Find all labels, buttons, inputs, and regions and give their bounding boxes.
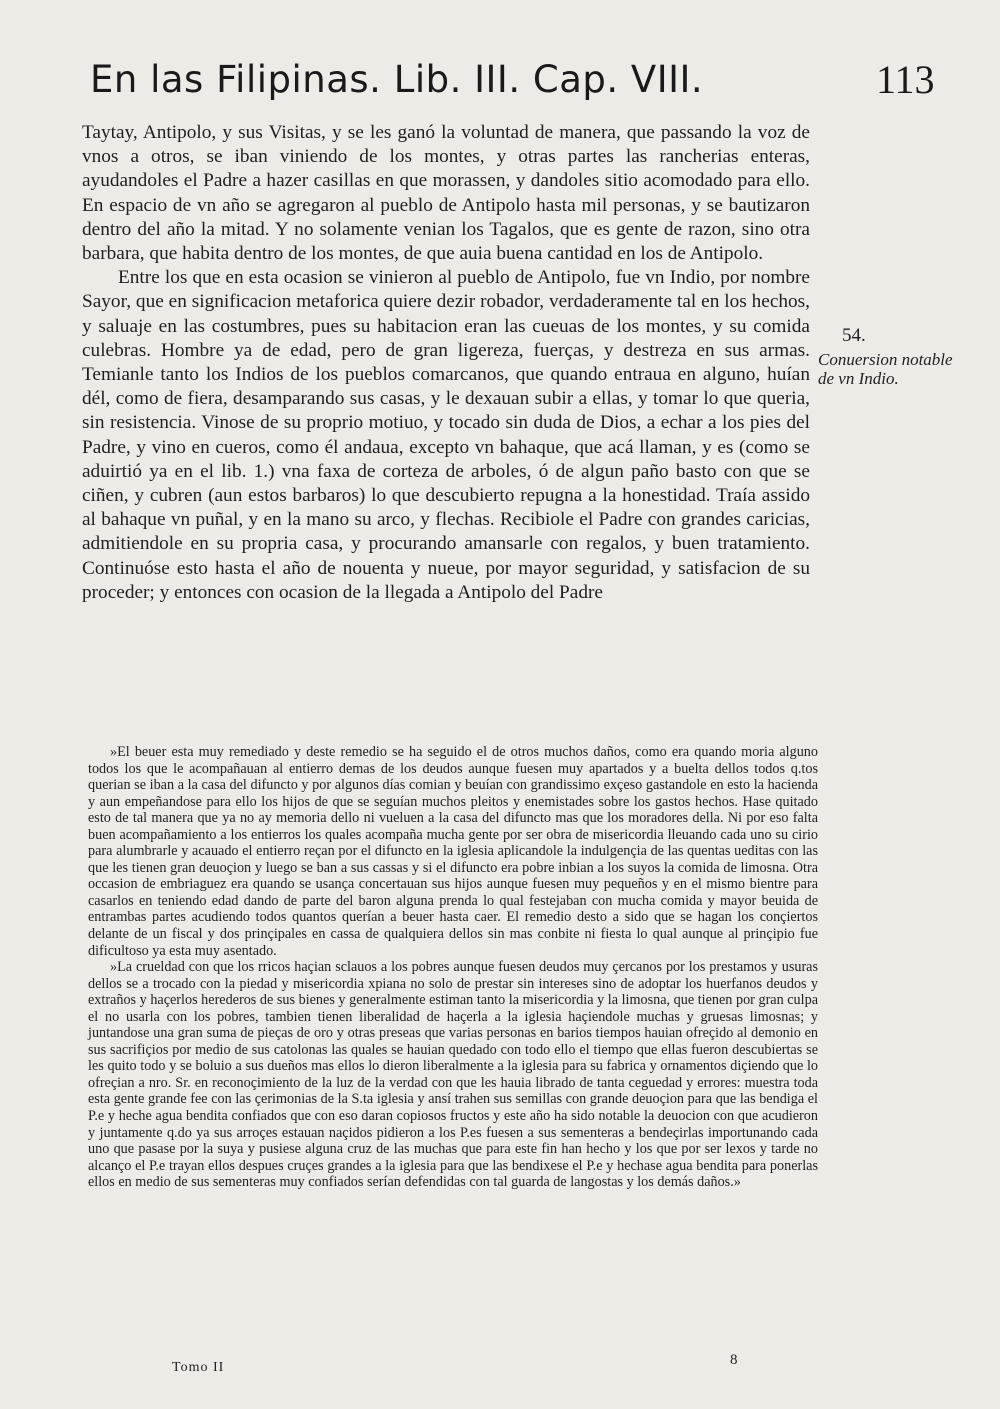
footnote — [88, 744, 818, 1191]
footnote-paragraph: »La crueldad con que los rricos haçian sclauos a los pobres aunque fuesen deudos muy çercanos por los prestamos y usuras dellos se a trocado con la piedad y misericordia xpiana no solo de prestar sin intereses sino de adoptar los huerfanos deudos y extraños y haçerlos herederos de sus bienes y generalmente estiman tanto la misericordia y la limosna, que tienen por gran culpa el no usarla con los pobres, tambien tienen liberalidad de haçerla a la iglesia haçiendole muchas y gruesas limosnas; y juntandose una gran suma de pieças de oro y otras preseas que varias personas en barios tiempos hauian ofreçido al demonio en sus sacrifiçios por medio de sus catolonas las quales se hauian quedado con todo ello el tiempo que ellas fueron descubiertas se les quito todo y se boluio a sus dueños mas ellos lo dieron liberalmente a la iglesia para su fabrica y ornamentos diçiendo que lo ofreçian a nro. Sr. en reconoçimiento de la luz de la verdad con que les hauia librado de tanta ceguedad y errores: muestra toda esta gente grande fee con las çerimonias de la S.ta iglesia y ansí trahen sus semillas con grande deuoçion para que las bendiga el P.e y heche agua bendita confiados que con eso daran copiosos fructos y este año ha sido notable la deuocion con que acudieron y juntamente q.do ya sus arroçes estauan naçidos pidieron a los P.es fuesen a sus sementeras a bendeçirlas importunando cada uno que pasase por la suya y pusiese alguna cruz de las muchas que para este fin han hecho y los que por ser lexos y tarde no alcanço el P.e trayan ellos despues cruçes grandes a la iglesia para que las bendixese el P.e y hechase agua bendita para ponerlas ellos en medio de sus sementeras muy confiados serían defendidas con tal guarda de langostas y los demás daños.» — [88, 959, 818, 1191]
margin-note-title: Conuersion notable de vn Indio. — [818, 350, 953, 388]
volume-label: Tomo II — [172, 1360, 225, 1375]
main-text — [82, 121, 810, 605]
footnote-paragraph: »El beuer esta muy remediado y deste remedio se ha seguido el de otros muchos daños, como era quando moria alguno todos los que le acompañauan al entierro demas de los deudos aunque fuesen muy apartados y a buelta dellos todos q.tos querian se iban a la casa del difuncto y por algunos días comian y beuían con grandissimo exçeso gastandole en esto la hacienda y aun empeñandose para ello los hijos de que se seguían muchos pleitos y enemistades sobre los gastos hechos. Hase quitado esto de tal manera que ya no ay memoria dello ni vueluen a la casa del difuncto mas que los moradores della. Ni por eso falta buen acompañamiento a los entierros los quales acompaña mucha gente por ser obra de misericordia lleuando cada uno su cirio para alumbrarle y acauado el entierro reçan por el difuncto en la iglesia aplicandole la indulgençia de las quentas ueditas con las que les tienen gran deuoçion y luego se ban a sus cassas y si el difuncto era pobre inbian a los suyos la comida de limosna. Otra occasion de embriaguez era quando se usança concertauan sus hijos aunque fuesen muy pequeños y en el mismo bientre para casarlos en teniendo edad dando de parte del baron alguna prenda lo qual festejaban con mucha comida y mayor beuida de entrambas partes acudiendo todos quantos querían a beuer hasta caer. El remedio desto a sido que se hagan los conçiertos delante de un fiscal y dos prinçipales en cassa de qualquiera dellos sin mas conbite ni fiesta lo qual aunque al prinçipio fue dificultoso ya esta muy asentado. — [88, 744, 818, 959]
running-title: En las Filipinas. Lib. III. Cap. VIII. — [90, 58, 704, 101]
paragraph: Taytay, Antipolo, y sus Visitas, y se les ganó la voluntad de manera, que passando la voz de vnos a otros, se iban viniendo de los montes, y otras partes las rancherias enteras, ayudandoles el Padre a hazer casillas en que morassen, y dandoles sitio acomodado para ello. En espacio de vn año se agregaron al pueblo de Antipolo hasta mil personas, y se bautizaron dentro del año la mitad. Y no solamente venian los Tagalos, que es gente de razon, sino otra barbara, que habita dentro de los montes, de que auia buena cantidad en los de Antipolo. — [82, 122, 810, 265]
signature-mark: 8 — [730, 1352, 738, 1368]
paragraph: Entre los que en esta ocasion se vinieron al pueblo de Antipolo, fue vn Indio, por nombre Sayor, que en significacion metaforica quiere dezir robador, verdaderamente tal en los hechos, y saluaje en las costumbres, pues su habitacion eran las cueuas de los montes, y su comida culebras. Hombre ya de edad, pero de gran ligereza, fuerças, y destreza en sus armas. Temianle tanto los Indios de los pueblos comarcanos, que quando entraua en alguno, huían dél, como de fiera, desamparando sus casas, y le dexauan subir a ellas, y tomar lo que queria, sin resistencia. Vinose de su proprio motiuo, y tocado sin duda de Dios, a echar a los pies del Padre, y vino en cueros, como él andaua, excepto vn bahaque, que acá llaman, y es (como se aduirtió ya en el lib. 1.) vna faxa de corteza de arboles, ó de algun paño basto con que se ciñen, y cubren (aun estos barbaros) lo que descubierto repugna a la honestidad. Traía assido al bahaque vn puñal, y en la mano su arco, y flechas. Recibiole el Padre con grandes caricias, admitiendole en su propria casa, y procurando amansarle con regalos, y buen tratamiento. Continuóse esto hasta el año de nouenta y nueue, por mayor seguridad, y satisfacion de su proceder; y entonces con ocasion de la llegada a Antipolo del Padre — [82, 267, 810, 603]
margin-note — [818, 326, 958, 388]
page-number: 113 — [876, 57, 935, 102]
margin-note-number: 54. — [842, 325, 866, 346]
